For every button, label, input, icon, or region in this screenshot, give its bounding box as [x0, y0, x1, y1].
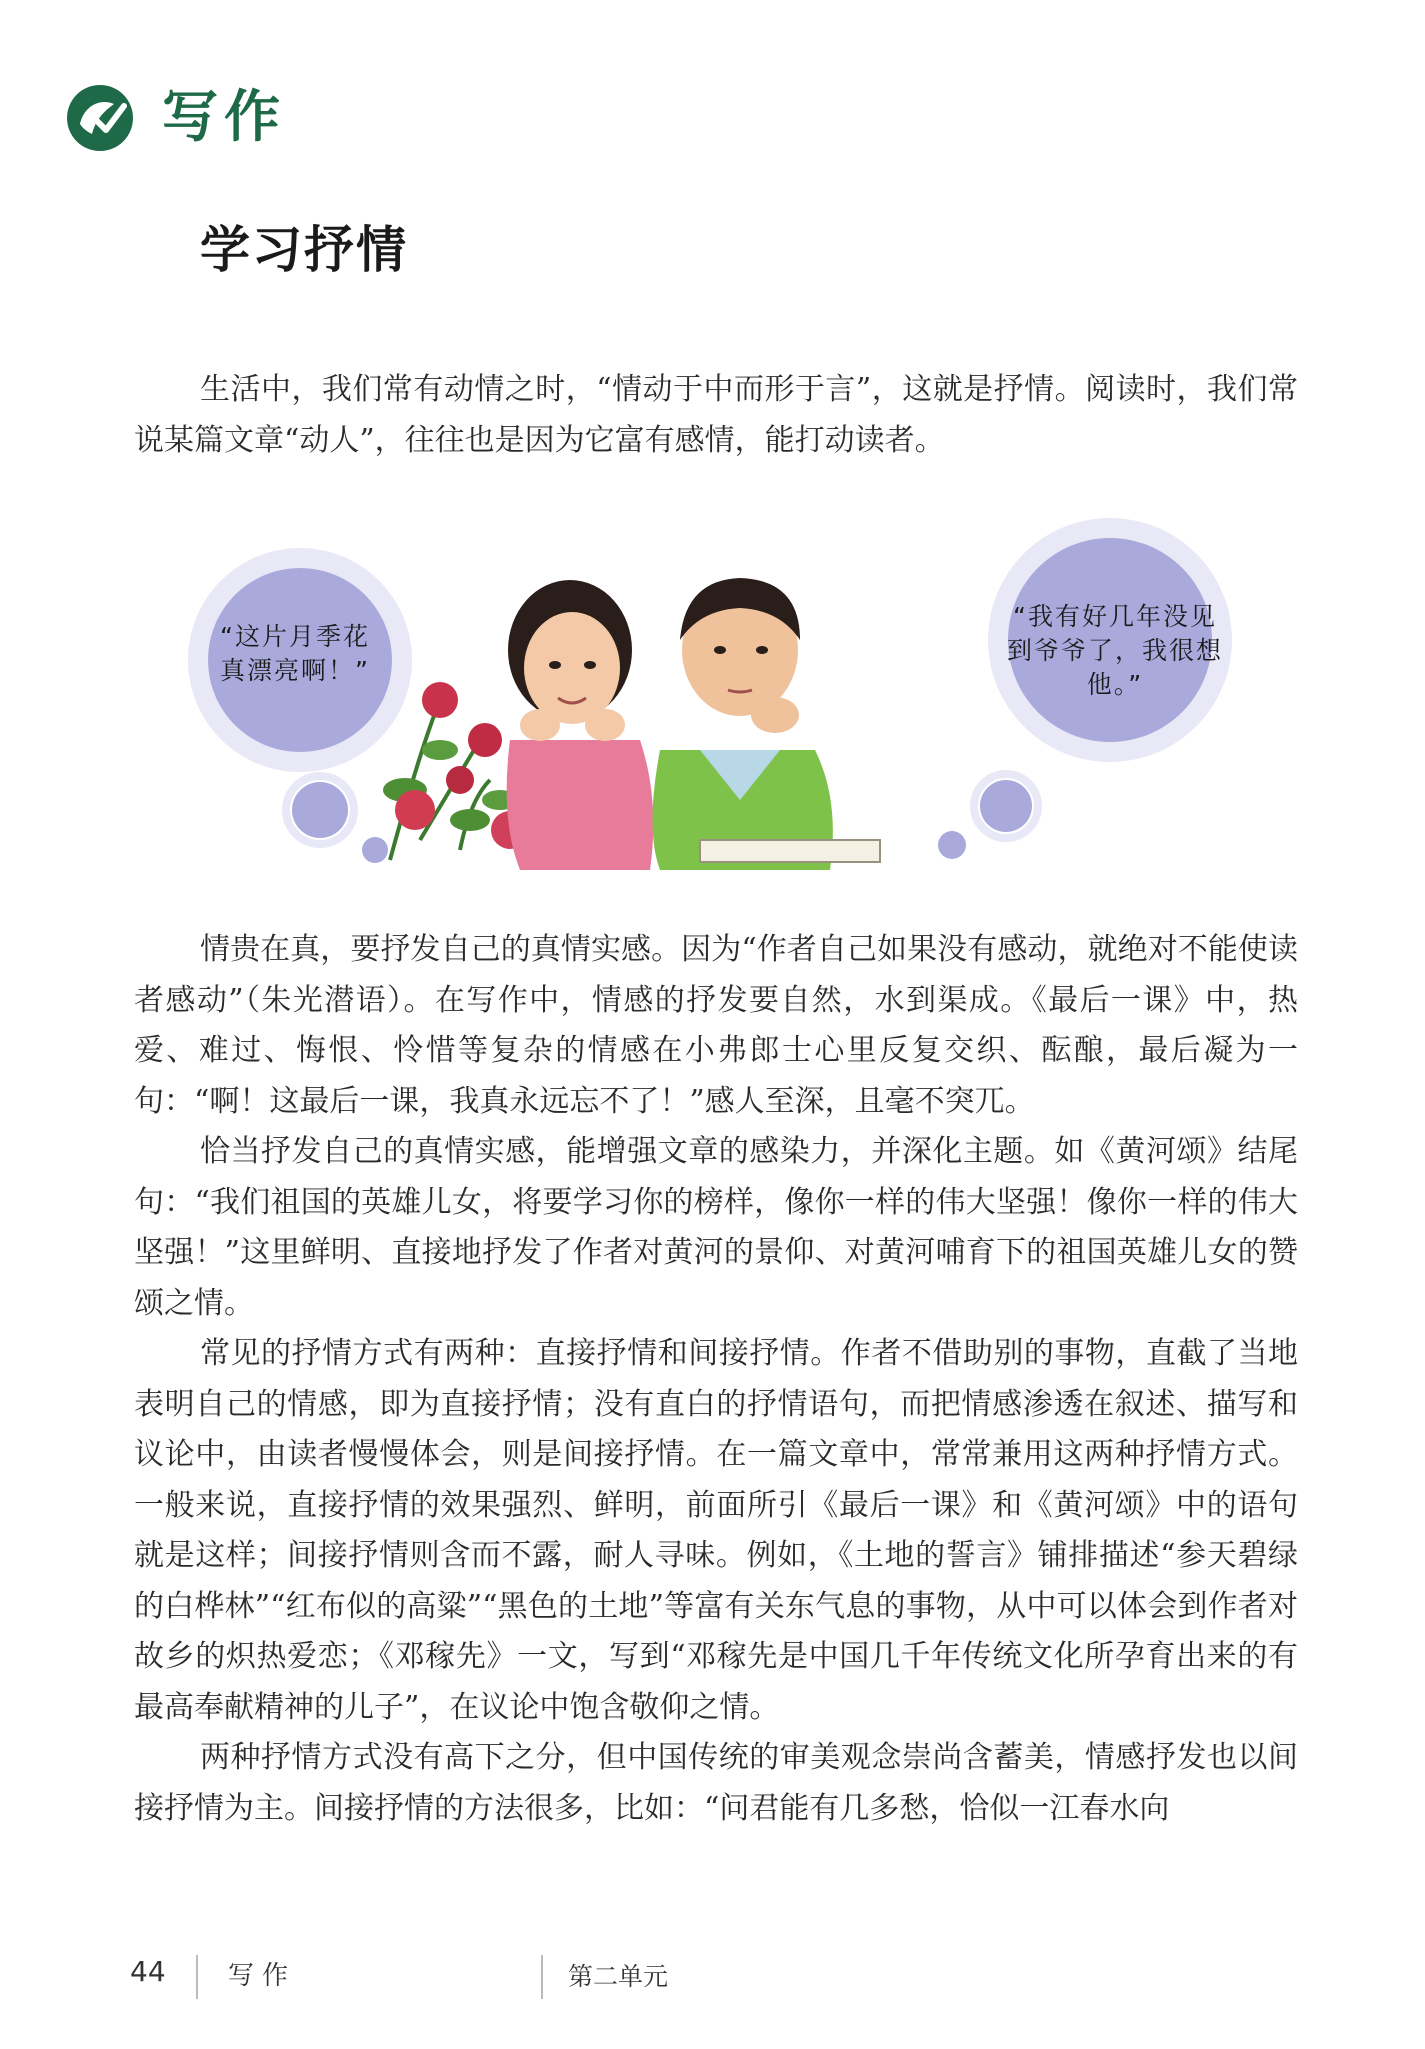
girl-figure — [507, 580, 654, 870]
body-paragraph: 情贵在真，要抒发自己的真情实感。因为“作者自己如果没有感动，就绝对不能使读者感动”（朱光潜语）。在写作中，情感的抒发要自然，水到渠成。《最后一课》中，热爱、难过、悔恨、怜惜等复杂的情感在小弗郎士心里反复交织、酝酿，最后凝为一句：“啊！这最后一课，我真永远忘不了！”感人至深，且毫不突兀。 — [134, 932, 1298, 1119]
body-paragraph: 常见的抒情方式有两种：直接抒情和间接抒情。作者不借助别的事物，直截了当地表明自己的情感，即为直接抒情；没有直白的抒情语句，而把情感渗透在叙述、描写和议论中，由读者慢慢体会，则是间接抒情。在一篇文章中，常常兼用这两种抒情方式。一般来说，直接抒情的效果强烈、鲜明，前面所引《最后一课》和《黄河颂》中的语句就是这样；间接抒情则含而不露，耐人寻味。例如，《土地的誓言》铺排描述“参天碧绿的白桦林”“红布似的高粱”“黑色的土地”等富有关东气息的事物，从中可以体会到作者对故乡的炽热爱恋；《邓稼先》一文，写到“邓稼先是中国几千年传统文化所孕育出来的有最高奉献精神的儿子”，在议论中饱含敬仰之情。 — [134, 1336, 1298, 1725]
left-thought-bubble — [188, 548, 412, 863]
intro-paragraph: 生活中，我们常有动情之时，“情动于中而形于言”，这就是抒情。阅读时，我们常说某篇文章“动人”，往往也是因为它富有感情，能打动读者。 — [134, 372, 1298, 458]
left-bubble-quote: “这片月季花真漂亮啊！” — [220, 622, 370, 685]
right-bubble-quote: “我有好几年没见到爷爷了，我很想他。” — [1006, 602, 1223, 699]
footer-section: 写作 — [228, 1961, 297, 1991]
boy-figure — [653, 578, 881, 870]
body-paragraph: 两种抒情方式没有高下之分，但中国传统的审美观念崇尚含蓄美，情感抒发也以间接抒情为主。间接抒情的方法很多，比如：“问君能有几多愁，恰似一江春水向 — [134, 1740, 1298, 1826]
footer-divider — [196, 1955, 198, 1999]
rose-bush — [383, 682, 529, 860]
lesson-title: 学习抒情 — [200, 221, 408, 279]
writing-section-icon — [66, 84, 134, 152]
page-number: 44 — [130, 1955, 166, 1988]
body-paragraph: 恰当抒发自己的真情实感，能增强文章的感染力，并深化主题。如《黄河颂》结尾句：“我们祖国的英雄儿女，将要学习你的榜样，像你一样的伟大坚强！像你一样的伟大坚强！”这里鲜明、直接地抒发了作者对黄河的景仰、对黄河哺育下的祖国英雄儿女的赞颂之情。 — [134, 1134, 1298, 1321]
section-title: 写作 — [162, 85, 286, 150]
footer-divider — [541, 1955, 543, 1999]
body-text — [134, 925, 1298, 1834]
footer-unit: 第二单元 — [568, 1962, 669, 1991]
page-footer — [0, 1955, 1425, 2005]
